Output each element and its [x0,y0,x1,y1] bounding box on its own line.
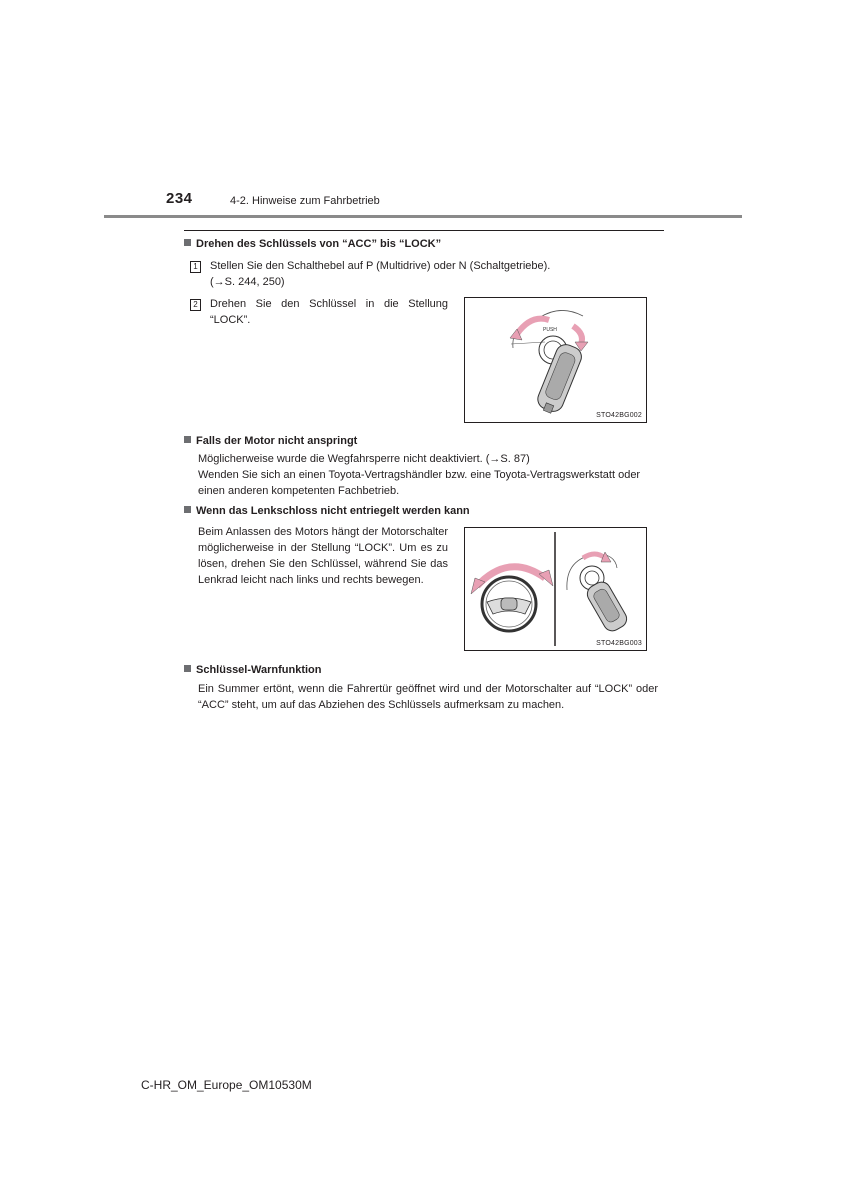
figure-code-2: STO42BG003 [596,640,642,647]
figure-code-1: STO42BG002 [596,412,642,419]
warning-text: Ein Summer ertönt, wenn die Fahrertür geöffnet wird und der Motorschalter auf “LOCK” oder “ACC” steht, um auf das Abziehen des Schlüssels aufmerksam zu machen. [198,683,658,711]
section-title-text: Falls der Motor nicht anspringt [196,435,358,447]
engine-text [198,451,660,499]
footer-code: C-HR_OM_Europe_OM10530M [141,1078,312,1092]
step-1-reference: (→S. 244, 250) [210,276,285,288]
section-title-steering [184,505,470,517]
section-title-acc-lock [184,238,441,250]
step-number-2: 2 [190,299,201,311]
bullet-square-icon [184,665,191,672]
section-title-engine [184,435,357,447]
section-title-text: Schlüssel-Warnfunktion [196,664,322,676]
figure-key-turn [464,297,647,423]
section-rule [184,230,664,231]
bullet-square-icon [184,239,191,246]
header-rule [104,215,742,218]
step-1-instruction: Stellen Sie den Schalthebel auf P (Multidrive) oder N (Schaltgetriebe). [210,260,551,272]
section-title-text: Drehen des Schlüssels von “ACC” bis “LOCK” [196,238,442,250]
section-title-text: Wenn das Lenkschloss nicht entriegelt werden kann [196,505,470,517]
chapter-title: 4-2. Hinweise zum Fahrbetrieb [230,195,380,207]
step-2-text: Drehen Sie den Schlüssel in die Stellung “LOCK”. [210,298,448,326]
steering-wheel-key-illustration [465,528,646,650]
step-1-text [210,258,650,290]
section-title-warning [184,664,322,676]
step-number-1: 1 [190,261,201,273]
steering-text: Beim Anlassen des Motors hängt der Motorschalter möglicherweise in der Stellung “LOCK”. Um es zu lösen, drehen Sie den Schlüssel, während Sie das Lenkrad leicht nach links und rechts bewegen. [198,526,448,586]
engine-text-line-2: Wenden Sie sich an einen Toyota-Vertragshändler bzw. eine Toyota-Vertragswerkstatt oder einen anderen kompetenten Fachbetrieb. [198,469,641,497]
key-ignition-illustration [465,298,646,422]
bullet-square-icon [184,436,191,443]
engine-text-line-1: Möglicherweise wurde die Wegfahrsperre nicht deaktiviert. (→S. 87) [198,453,530,465]
push-label: PUSH [543,327,557,333]
bullet-square-icon [184,506,191,513]
figure-steering-unlock [464,527,647,651]
page-number: 234 [166,190,193,207]
